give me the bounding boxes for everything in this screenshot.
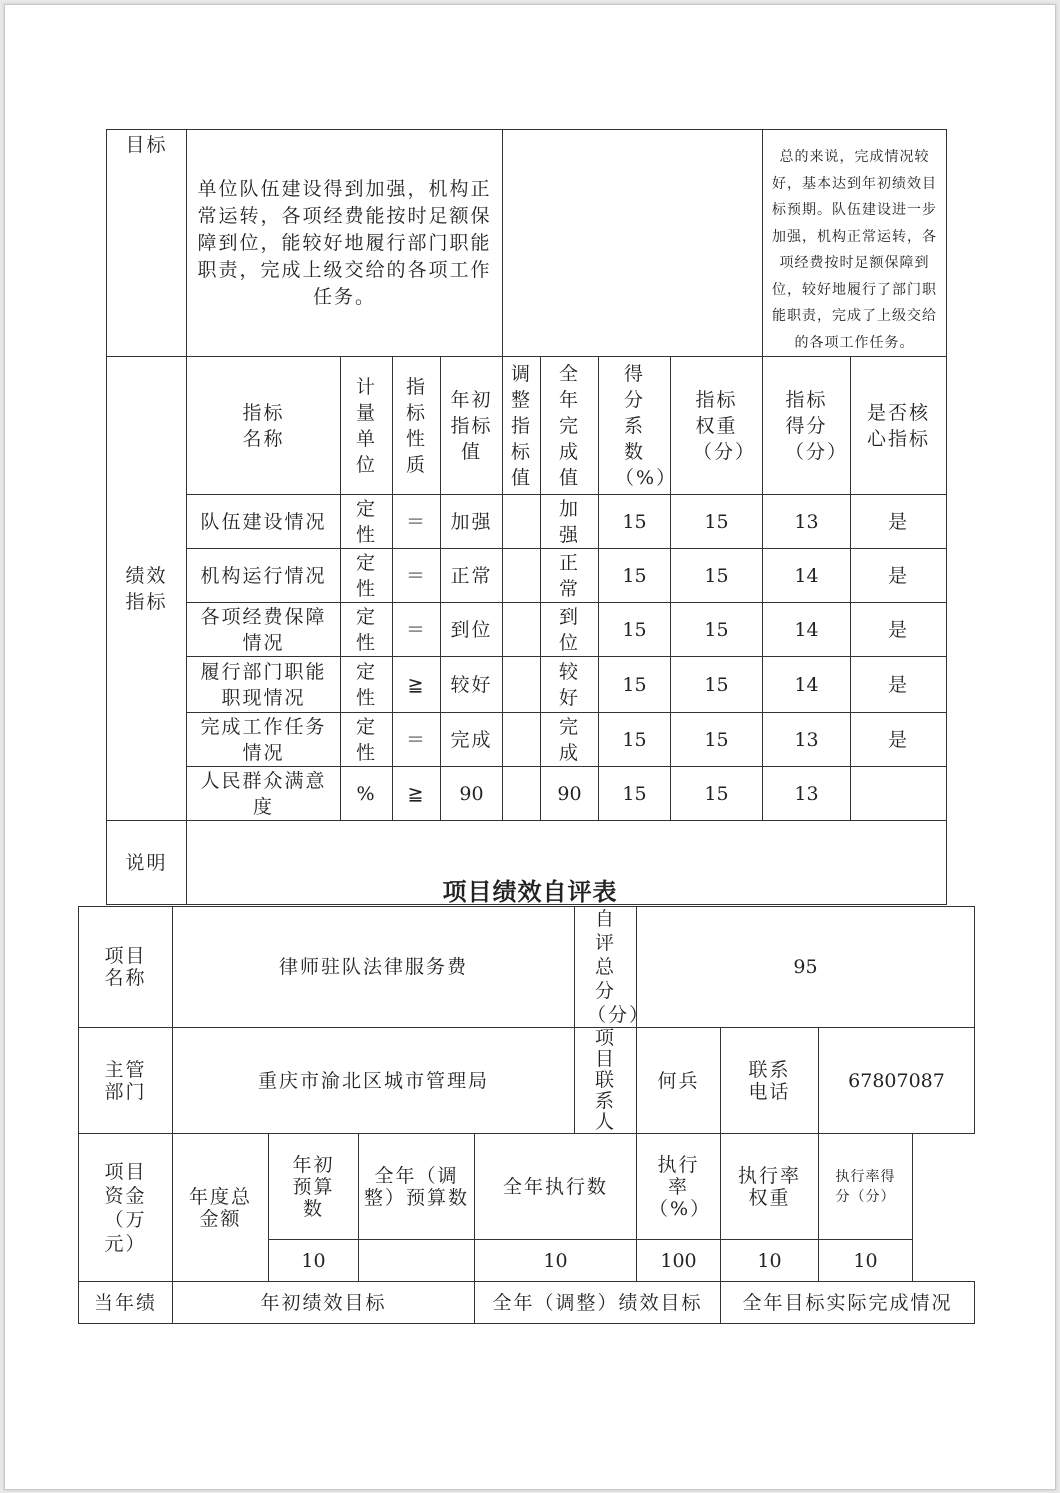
phone-label: 联系电话 xyxy=(721,1028,819,1134)
row-core: 是 xyxy=(851,603,947,657)
contact: 何兵 xyxy=(637,1028,721,1134)
row-adjusted xyxy=(503,657,541,713)
row-unit: 定性 xyxy=(341,713,393,767)
header-initial: 年初指标值 xyxy=(441,357,503,495)
row-name: 人民群众满意度 xyxy=(187,767,341,821)
self-score-label: 自评总分（分） xyxy=(575,907,637,1028)
row-coef: 15 xyxy=(599,549,671,603)
row-weight: 15 xyxy=(671,495,763,549)
row-adjusted xyxy=(503,767,541,821)
annual-total-label: 年度总金额 xyxy=(173,1134,269,1282)
header-adjusted: 调整指标值 xyxy=(503,357,541,495)
row-coef: 15 xyxy=(599,713,671,767)
initial-budget: 10 xyxy=(269,1240,359,1282)
performance-table xyxy=(106,129,947,905)
contact-label: 项目联系人 xyxy=(575,1028,637,1134)
header-nature: 指标性质 xyxy=(393,357,441,495)
row-adjusted xyxy=(503,713,541,767)
row-actual: 完成 xyxy=(541,713,599,767)
row-nature: ＝ xyxy=(393,603,441,657)
row-adjusted xyxy=(503,603,541,657)
row-nature: ≧ xyxy=(393,767,441,821)
target-adjusted xyxy=(503,130,763,357)
row-actual: 加强 xyxy=(541,495,599,549)
header-score: 指标得分（分） xyxy=(763,357,851,495)
exec-weight-label: 执行率权重 xyxy=(721,1134,819,1240)
row-coef: 15 xyxy=(599,603,671,657)
row-nature: ＝ xyxy=(393,549,441,603)
table-row xyxy=(107,495,947,549)
initial-budget-label: 年初预算数 xyxy=(269,1134,359,1240)
row-score: 13 xyxy=(763,495,851,549)
self-score: 95 xyxy=(637,907,975,1028)
row-weight: 15 xyxy=(671,603,763,657)
row-initial: 完成 xyxy=(441,713,503,767)
header-weight: 指标权重（分） xyxy=(671,357,763,495)
adjusted-target-label: 全年（调整）绩效目标 xyxy=(475,1282,721,1324)
row-adjusted xyxy=(503,495,541,549)
row-actual: 90 xyxy=(541,767,599,821)
project-name-label: 项目名称 xyxy=(79,907,173,1028)
perf-row-label: 当年绩 xyxy=(79,1282,173,1324)
row-name: 各项经费保障情况 xyxy=(187,603,341,657)
row-initial: 正常 xyxy=(441,549,503,603)
row-name: 履行部门职能职现情况 xyxy=(187,657,341,713)
target-initial: 单位队伍建设得到加强，机构正常运转，各项经费能按时足额保障到位，能较好地履行部门职能职责，完成上级交给的各项工作任务。 xyxy=(187,130,503,357)
row-unit: 定性 xyxy=(341,549,393,603)
table-row xyxy=(107,657,947,713)
row-coef: 15 xyxy=(599,767,671,821)
row-weight: 15 xyxy=(671,767,763,821)
adjusted-budget-label: 全年（调整）预算数 xyxy=(359,1134,475,1240)
row-adjusted xyxy=(503,549,541,603)
self-eval-title: 项目绩效自评表 xyxy=(442,878,618,906)
row-core: 是 xyxy=(851,495,947,549)
row-coef: 15 xyxy=(599,657,671,713)
table-row xyxy=(107,767,947,821)
dept: 重庆市渝北区城市管理局 xyxy=(173,1028,575,1134)
row-weight: 15 xyxy=(671,549,763,603)
row-name: 机构运行情况 xyxy=(187,549,341,603)
row-score: 13 xyxy=(763,767,851,821)
header-coef: 得分系数（%） xyxy=(599,357,671,495)
target-label: 目标 xyxy=(107,130,187,357)
row-unit: % xyxy=(341,767,393,821)
row-core: 是 xyxy=(851,549,947,603)
project-name: 律师驻队法律服务费 xyxy=(173,907,575,1028)
row-actual: 到位 xyxy=(541,603,599,657)
row-actual: 正常 xyxy=(541,549,599,603)
exec-score-label: 执行率得分（分） xyxy=(819,1134,913,1240)
header-name: 指标名称 xyxy=(187,357,341,495)
row-score: 14 xyxy=(763,603,851,657)
table-row xyxy=(107,603,947,657)
row-weight: 15 xyxy=(671,713,763,767)
row-core: 是 xyxy=(851,713,947,767)
row-unit: 定性 xyxy=(341,495,393,549)
executed: 10 xyxy=(475,1240,637,1282)
phone: 67807087 xyxy=(819,1028,975,1134)
row-score: 14 xyxy=(763,657,851,713)
row-weight: 15 xyxy=(671,657,763,713)
row-initial: 90 xyxy=(441,767,503,821)
row-initial: 到位 xyxy=(441,603,503,657)
table-row xyxy=(107,713,947,767)
funds-label: 项目资金（万元） xyxy=(79,1134,173,1282)
row-name: 完成工作任务情况 xyxy=(187,713,341,767)
header-actual: 全年完成值 xyxy=(541,357,599,495)
exec-weight: 10 xyxy=(721,1240,819,1282)
table-row xyxy=(107,549,947,603)
executed-label: 全年执行数 xyxy=(475,1134,637,1240)
header-unit: 计量单位 xyxy=(341,357,393,495)
row-nature: ＝ xyxy=(393,495,441,549)
row-score: 14 xyxy=(763,549,851,603)
row-score: 13 xyxy=(763,713,851,767)
row-core: 是 xyxy=(851,657,947,713)
dept-label: 主管部门 xyxy=(79,1028,173,1134)
row-initial: 加强 xyxy=(441,495,503,549)
row-nature: ≧ xyxy=(393,657,441,713)
row-nature: ＝ xyxy=(393,713,441,767)
adjusted-budget xyxy=(359,1240,475,1282)
row-core xyxy=(851,767,947,821)
note-label: 说明 xyxy=(107,821,187,905)
row-unit: 定性 xyxy=(341,603,393,657)
exec-rate-label: 执行率（%） xyxy=(637,1134,721,1240)
row-actual: 较好 xyxy=(541,657,599,713)
header-core: 是否核心指标 xyxy=(851,357,947,495)
exec-rate: 100 xyxy=(637,1240,721,1282)
target-completion: 总的来说，完成情况较好，基本达到年初绩效目标预期。队伍建设进一步加强，机构正常运转，各项经费按时足额保障到位，较好地履行了部门职能职责，完成了上级交给的各项工作任务。 xyxy=(763,130,947,357)
initial-target-label: 年初绩效目标 xyxy=(173,1282,475,1324)
self-eval-table xyxy=(78,906,975,1324)
row-name: 队伍建设情况 xyxy=(187,495,341,549)
actual-completion-label: 全年目标实际完成情况 xyxy=(721,1282,975,1324)
perf-label: 绩效指标 xyxy=(107,357,187,821)
row-unit: 定性 xyxy=(341,657,393,713)
row-initial: 较好 xyxy=(441,657,503,713)
row-coef: 15 xyxy=(599,495,671,549)
exec-score: 10 xyxy=(819,1240,913,1282)
